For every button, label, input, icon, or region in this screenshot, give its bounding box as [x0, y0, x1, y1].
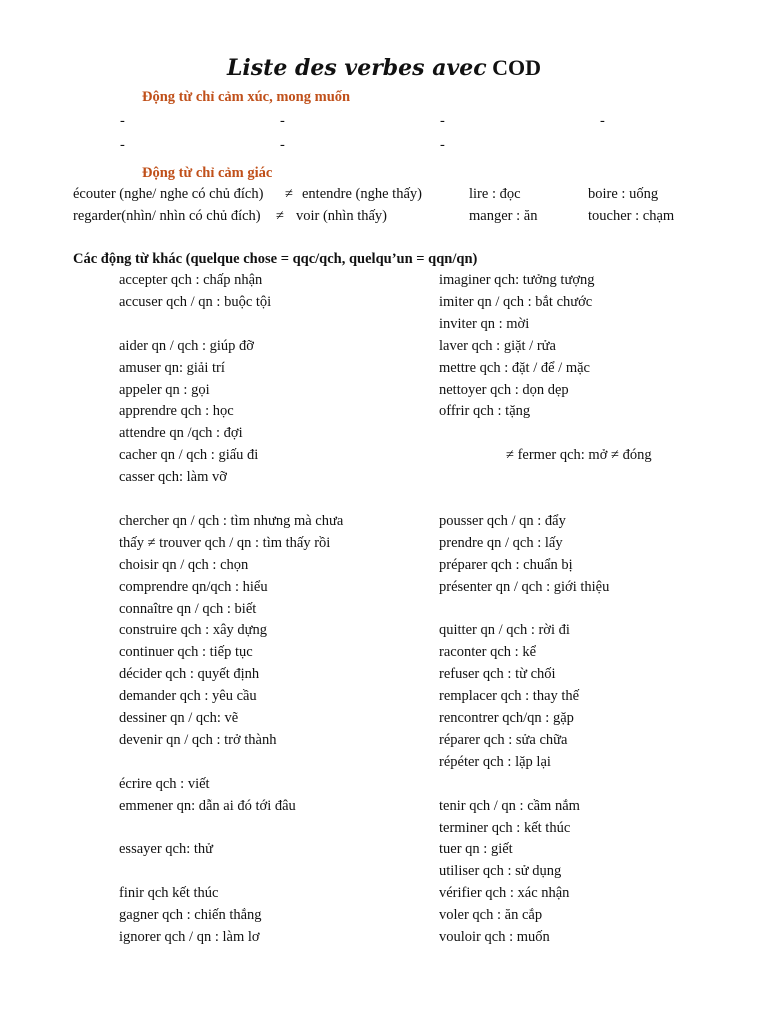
verb-entry: attendre qn /qch : đợi [119, 425, 243, 441]
verb-entry: aider qn / qch : giúp đỡ [119, 338, 254, 354]
dash: - [120, 113, 125, 129]
dash: - [280, 137, 285, 153]
verb-entry: offrir qch : tặng [439, 403, 531, 419]
verb-entry: rencontrer qch/qn : gặp [439, 710, 574, 726]
section1-heading: Động từ chỉ cảm xúc, mong muốn [142, 89, 351, 105]
dash: - [280, 113, 285, 129]
verb-entry: écrire qch : viết [119, 776, 210, 792]
not-equal-sign: ≠ [285, 186, 293, 202]
verb-entry: laver qch : giặt / rửa [439, 338, 556, 354]
verb-entry: voler qch : ăn cắp [439, 907, 543, 923]
verb-entry: quitter qn / qch : rời đi [439, 622, 570, 638]
verb-voir: voir (nhìn thấy) [296, 208, 388, 224]
verb-boire: boire : uống [588, 186, 659, 202]
verb-entry: vérifier qch : xác nhận [439, 885, 570, 901]
verb-entry: décider qch : quyết định [119, 666, 260, 682]
verb-entry: inviter qn : mời [439, 316, 530, 332]
verb-entry: dessiner qn / qch: vẽ [119, 710, 239, 726]
verb-regarder: regarder(nhìn/ nhìn có chủ đích) [73, 208, 261, 224]
verb-entry: tuer qn : giết [439, 841, 513, 857]
verb-entry: emmener qn: dẫn ai đó tới đâu [119, 798, 296, 814]
verb-entry: mettre qch : đặt / để / mặc [439, 360, 590, 376]
verb-entendre: entendre (nghe thấy) [302, 186, 422, 202]
verb-entry: casser qch: làm vỡ [119, 469, 227, 485]
verb-entry: accepter qch : chấp nhận [119, 272, 263, 288]
verb-entry: pousser qch / qn : đẩy [439, 513, 566, 529]
dash: - [440, 113, 445, 129]
verb-entry: thấy ≠ trouver qch / qn : tìm thấy rồi [119, 535, 331, 551]
verb-entry: finir qch kết thúc [119, 885, 219, 901]
verb-entry: connaître qn / qch : biết [119, 601, 257, 617]
verb-entry: comprendre qn/qch : hiểu [119, 579, 268, 595]
verb-entry: continuer qch : tiếp tục [119, 644, 253, 660]
verb-entry: tenir qch / qn : cầm nắm [439, 798, 580, 814]
verb-entry: remplacer qch : thay thế [439, 688, 580, 704]
verb-entry: apprendre qch : học [119, 403, 234, 419]
verb-entry: raconter qch : kể [439, 644, 537, 660]
verb-entry: présenter qn / qch : giới thiệu [439, 579, 610, 595]
verb-entry: devenir qn / qch : trở thành [119, 732, 277, 748]
verb-entry: accuser qch / qn : buộc tội [119, 294, 272, 310]
dash: - [440, 137, 445, 153]
verb-entry: prendre qn / qch : lấy [439, 535, 563, 551]
verb-entry: cacher qn / qch : giấu đi [119, 447, 259, 463]
verb-entry: réparer qch : sửa chữa [439, 732, 568, 748]
title-script: Liste des verbes avec [226, 55, 487, 81]
verb-entry: ignorer qch / qn : làm lơ [119, 929, 260, 945]
verb-entry: utiliser qch : sử dụng [439, 863, 562, 879]
verb-entry-note: ≠ fermer qch: mở ≠ đóng [506, 447, 652, 463]
verb-entry: gagner qch : chiến thắng [119, 907, 262, 923]
section2-heading: Động từ chỉ cảm giác [142, 165, 273, 181]
verb-entry: préparer qch : chuẩn bị [439, 557, 573, 573]
verb-entry: amuser qn: giải trí [119, 360, 225, 376]
verb-entry: appeler qn : gọi [119, 382, 210, 398]
verb-entry: nettoyer qch : dọn dẹp [439, 382, 569, 398]
verb-entry: terminer qch : kết thúc [439, 820, 571, 836]
page-title [0, 56, 768, 80]
verb-entry: imaginer qch: tưởng tượng [439, 272, 595, 288]
section3-heading: Các động từ khác (quelque chose = qqc/qch, quelqu’un = qqn/qn) [73, 251, 478, 267]
verb-entry: imiter qn / qch : bắt chước [439, 294, 593, 310]
verb-entry: chercher qn / qch : tìm nhưng mà chưa [119, 513, 344, 529]
dash: - [120, 137, 125, 153]
verb-entry: choisir qn / qch : chọn [119, 557, 249, 573]
verb-entry: refuser qch : từ chối [439, 666, 556, 682]
dash: - [600, 113, 605, 129]
not-equal-sign: ≠ [276, 208, 284, 224]
verb-entry: vouloir qch : muốn [439, 929, 550, 945]
verb-toucher: toucher : chạm [588, 208, 675, 224]
verb-lire: lire : đọc [469, 186, 521, 202]
verb-manger: manger : ăn [469, 208, 538, 224]
verb-ecouter: écouter (nghe/ nghe có chủ đích) [73, 186, 264, 202]
verb-entry: répéter qch : lặp lại [439, 754, 551, 770]
title-plain: COD [492, 55, 542, 80]
verb-entry: essayer qch: thử [119, 841, 214, 857]
verb-entry: demander qch : yêu cầu [119, 688, 257, 704]
verb-entry: construire qch : xây dựng [119, 622, 267, 638]
